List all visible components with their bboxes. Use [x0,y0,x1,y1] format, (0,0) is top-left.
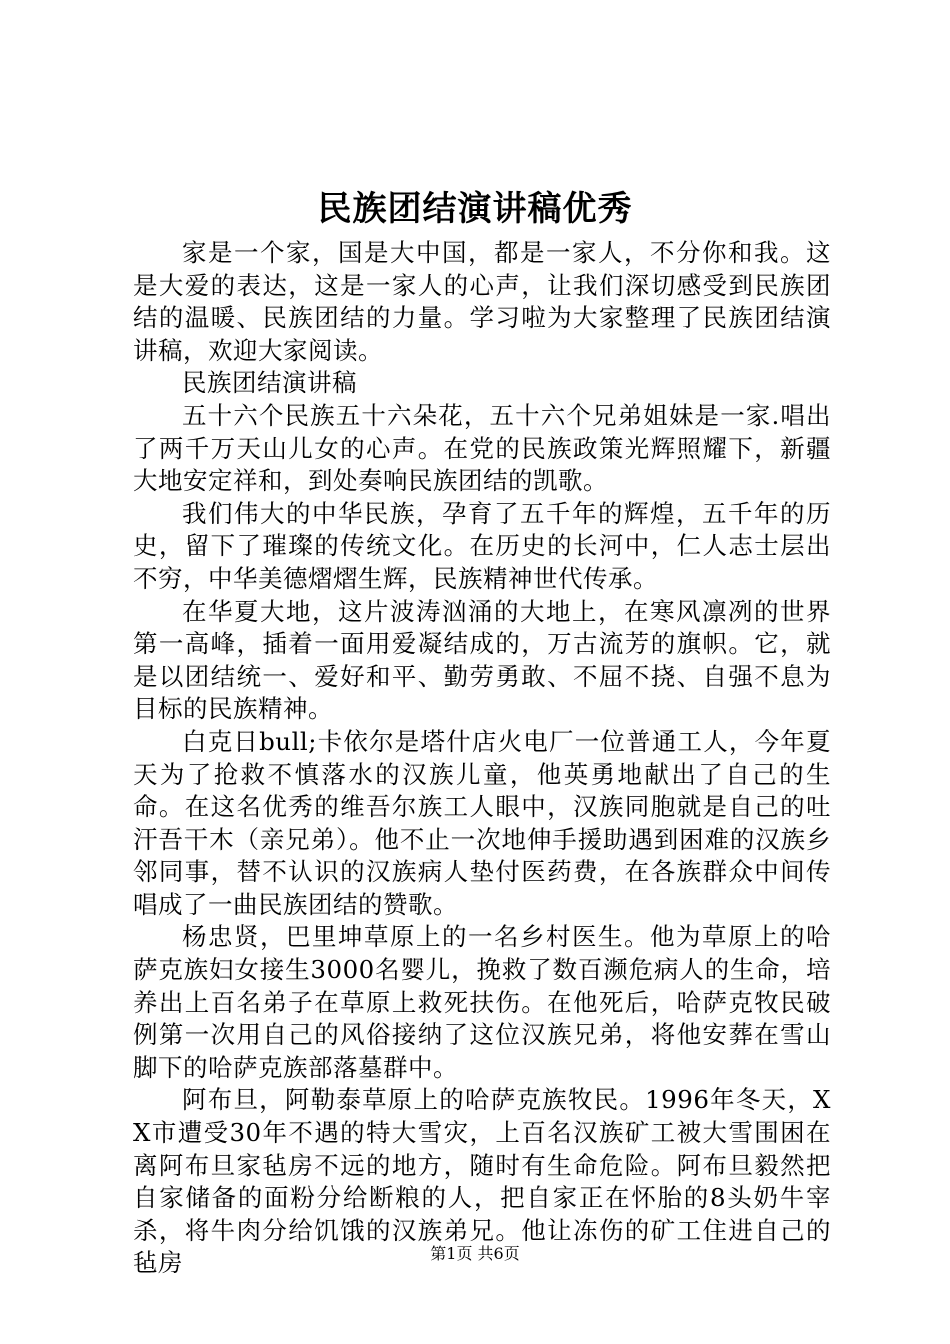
document-title: 民族团结演讲稿优秀 [317,189,633,229]
paragraph-subheading: 民族团结演讲稿 [182,368,357,398]
paragraph-intro: 家是一个家，国是大中国，都是一家人，不分你和我。这是大爱的表达，这是一家人的心声，让我们深切感受到民族团结的温暖、民族团结的力量。学习啦为大家整理了民族团结演讲稿，欢迎大家阅读。 [133,238,831,365]
paragraph: 我们伟大的中华民族，孕育了五千年的辉煌，五千年的历史，留下了璀璨的传统文化。在历史的长河中，仁人志士层出不穷，中华美德熠熠生辉，民族精神世代传承。 [133,498,831,593]
document-body [133,237,831,1280]
page-number-footer: 第1页 共6页 [430,1244,520,1263]
paragraph: 杨忠贤，巴里坤草原上的一名乡村医生。他为草原上的哈萨克族妇女接生3000名婴儿，挽救了数百濒危病人的生命，培养出上百名弟子在草原上救死扶伤。在他死后，哈萨克牧民破例第一次用自己的风俗接纳了这位汉族兄弟，将他安葬在雪山脚下的哈萨克族部落墓群中。 [133,922,831,1082]
paragraph: 五十六个民族五十六朵花，五十六个兄弟姐妹是一家.唱出了两千万天山儿女的心声。在党的民族政策光辉照耀下，新疆大地安定祥和，到处奏响民族团结的凯歌。 [133,400,831,496]
paragraph: 阿布旦，阿勒泰草原上的哈萨克族牧民。1996年冬天，XX市遭受30年不遇的特大雪灾，上百名汉族矿工被大雪围困在离阿布旦家毡房不远的地方，随时有生命危险。阿布旦毅然把自家储备的面粉分给断粮的人，把自家正在怀胎的8头奶牛宰杀，将牛肉分给饥饿的汉族弟兄。他让冻伤的矿工住进自己的毡房 [133,1085,831,1278]
paragraph: 白克日bull;卡依尔是塔什店火电厂一位普通工人，今年夏天为了抢救不慎落水的汉族儿童，他英勇地献出了自己的生命。在这名优秀的维吾尔族工人眼中，汉族同胞就是自己的吐汗吾干木（亲兄弟）。他不止一次地伸手援助遇到困难的汉族乡邻同事，替不认识的汉族病人垫付医药费，在各族群众中间传唱成了一曲民族团结的赞歌。 [133,726,831,919]
paragraph: 在华夏大地，这片波涛汹涌的大地上，在寒风凛冽的世界第一高峰，插着一面用爱凝结成的，万古流芳的旗帜。它，就是以团结统一、爱好和平、勤劳勇敢、不屈不挠、自强不息为目标的民族精神。 [133,596,831,724]
